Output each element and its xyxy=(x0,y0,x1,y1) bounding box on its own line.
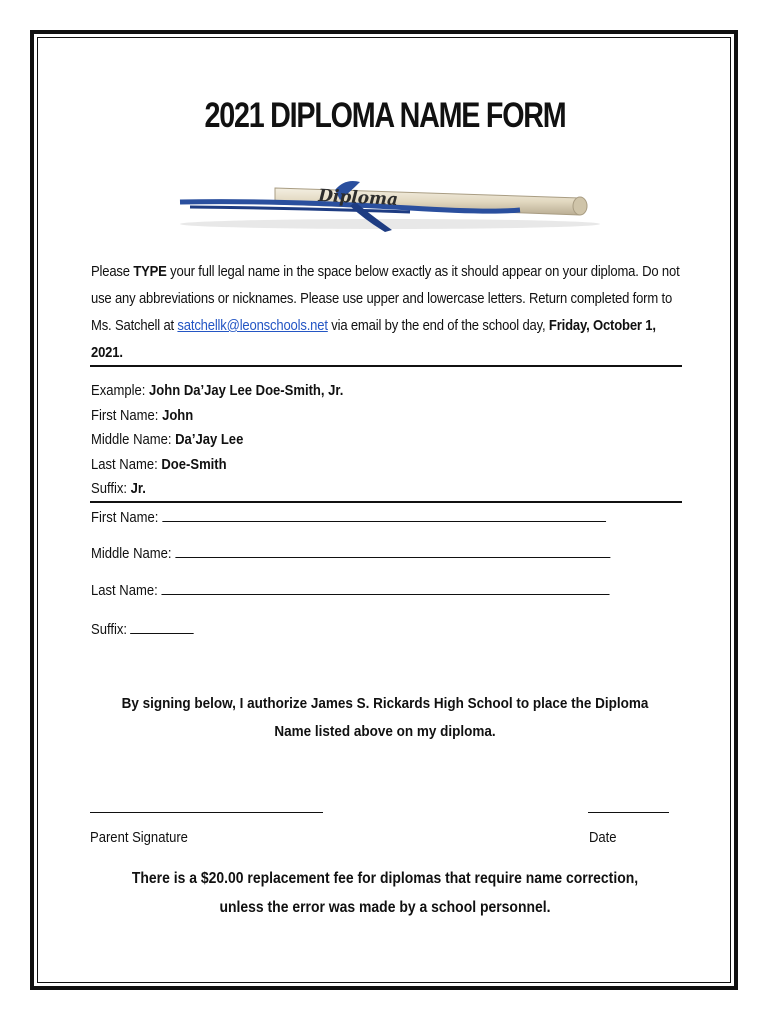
example-last-value: Doe-Smith xyxy=(161,455,227,473)
example-middle-value: Da’Jay Lee xyxy=(175,431,244,449)
middle-name-field[interactable] xyxy=(175,543,610,558)
form-title: 2021 DIPLOMA NAME FORM xyxy=(204,96,566,135)
example-suffix-line xyxy=(91,477,343,502)
date-line[interactable] xyxy=(588,812,669,813)
example-first-line xyxy=(91,404,343,429)
parent-signature-line[interactable] xyxy=(90,812,323,813)
instructions-text-1: Please xyxy=(91,263,134,280)
middle-name-row xyxy=(91,543,610,562)
diploma-label xyxy=(317,186,399,210)
diploma-scroll-icon xyxy=(160,160,620,240)
example-middle-line xyxy=(91,428,343,453)
last-name-label: Last Name: xyxy=(91,582,158,599)
divider-bottom xyxy=(90,501,682,503)
suffix-row xyxy=(91,619,194,638)
date-label: Date xyxy=(589,829,617,846)
example-value: John Da’Jay Lee Doe-Smith, Jr. xyxy=(149,382,344,399)
first-name-row xyxy=(91,507,606,526)
example-last-line xyxy=(91,453,343,478)
instructions-paragraph xyxy=(91,258,683,366)
example-block xyxy=(91,379,343,502)
example-label: Example: xyxy=(91,382,150,399)
instructions-text-3: via email by the end of the school day, xyxy=(327,317,549,334)
middle-name-label: Middle Name: xyxy=(91,545,172,562)
first-name-field[interactable] xyxy=(162,507,606,522)
email-link[interactable]: satchellk@leonschools.net xyxy=(177,317,328,334)
example-middle-label: Middle Name: xyxy=(91,431,176,449)
example-first-label: First Name: xyxy=(91,406,163,424)
example-suffix-label: Suffix: xyxy=(91,480,131,498)
last-name-field[interactable] xyxy=(161,580,609,595)
type-emphasis: TYPE xyxy=(133,263,167,280)
suffix-field[interactable] xyxy=(131,619,195,634)
deadline-text: Friday, October 1, 2021. xyxy=(91,317,656,361)
authorization-statement: By signing below, I authorize James S. Rickards High School to place the Diploma Name listed above on my diploma. xyxy=(121,695,649,740)
example-suffix-value: Jr. xyxy=(130,480,146,498)
example-line xyxy=(91,379,343,404)
example-first-value: John xyxy=(162,406,194,424)
example-last-label: Last Name: xyxy=(91,455,162,473)
first-name-label: First Name: xyxy=(91,509,159,526)
fee-notice: There is a $20.00 replacement fee for diplomas that require name correction, unless the error was made by a school personnel. xyxy=(131,870,639,916)
divider-top xyxy=(90,365,682,367)
parent-signature-label: Parent Signature xyxy=(90,829,188,846)
instructions-text-2: your full legal name in the space below exactly as it should appear on your diploma. Do not use any abbreviations or nicknames. Please use upper and lowercase letters. Return completed form to Ms. Satchell at xyxy=(91,263,680,334)
suffix-label: Suffix: xyxy=(91,621,128,638)
last-name-row xyxy=(91,580,609,599)
svg-text:Diploma: Diploma xyxy=(317,185,399,211)
